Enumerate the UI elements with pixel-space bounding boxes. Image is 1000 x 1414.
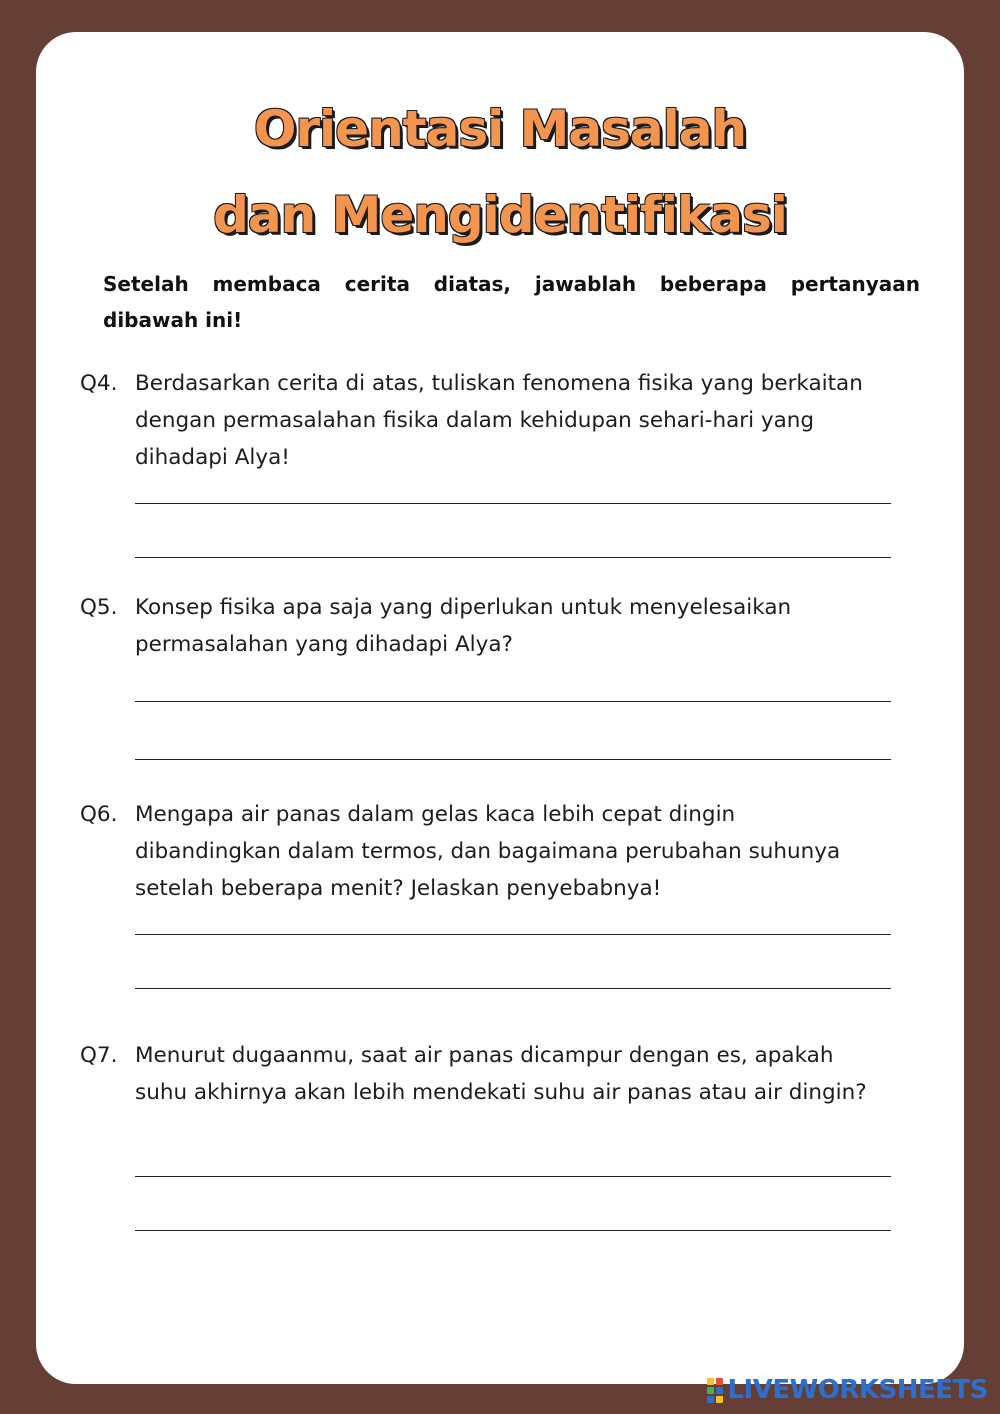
instruction-text: Setelah membaca cerita diatas, jawablah beberapa pertanyaan dibawah ini! — [103, 272, 920, 332]
watermark-text: LIVEWORKSHEETS — [727, 1375, 988, 1405]
question-text: Menurut dugaanmu, saat air panas dicampur dengan es, apakah suhu akhirnya akan lebih mendekati suhu air panas atau air dingin? — [135, 1043, 867, 1105]
answer-line-q7-2[interactable] — [135, 1230, 891, 1231]
answer-line-q5-1[interactable] — [135, 701, 891, 702]
answer-line-q7-1[interactable] — [135, 1176, 891, 1177]
title-line-1: Orientasi Masalah — [253, 100, 747, 158]
answer-line-q4-1[interactable] — [135, 503, 891, 504]
answer-line-q4-2[interactable] — [135, 557, 891, 558]
answer-line-q6-2[interactable] — [135, 988, 891, 989]
page-title — [0, 86, 1000, 258]
question-number: Q4. — [80, 371, 118, 396]
liveworksheets-watermark — [707, 1374, 988, 1406]
question-number: Q5. — [80, 595, 118, 620]
answer-line-q6-1[interactable] — [135, 934, 891, 935]
answer-line-q5-2[interactable] — [135, 759, 891, 760]
title-line-2: dan Mengidentifikasi — [213, 186, 787, 244]
liveworksheets-logo-icon — [707, 1378, 723, 1403]
question-number: Q7. — [80, 1043, 118, 1068]
question-text: Mengapa air panas dalam gelas kaca lebih cepat dingin dibandingkan dalam termos, dan bagaimana perubahan suhunya setelah beberapa menit? Jelaskan penyebabnya! — [135, 802, 841, 901]
question-text: Berdasarkan cerita di atas, tuliskan fenomena fisika yang berkaitan dengan permasalahan fisika dalam kehidupan sehari-hari yang dihadapi Alya! — [135, 371, 863, 470]
question-number: Q6. — [80, 802, 118, 827]
question-text: Konsep fisika apa saja yang diperlukan untuk menyelesaikan permasalahan yang dihadapi Alya? — [135, 595, 792, 657]
